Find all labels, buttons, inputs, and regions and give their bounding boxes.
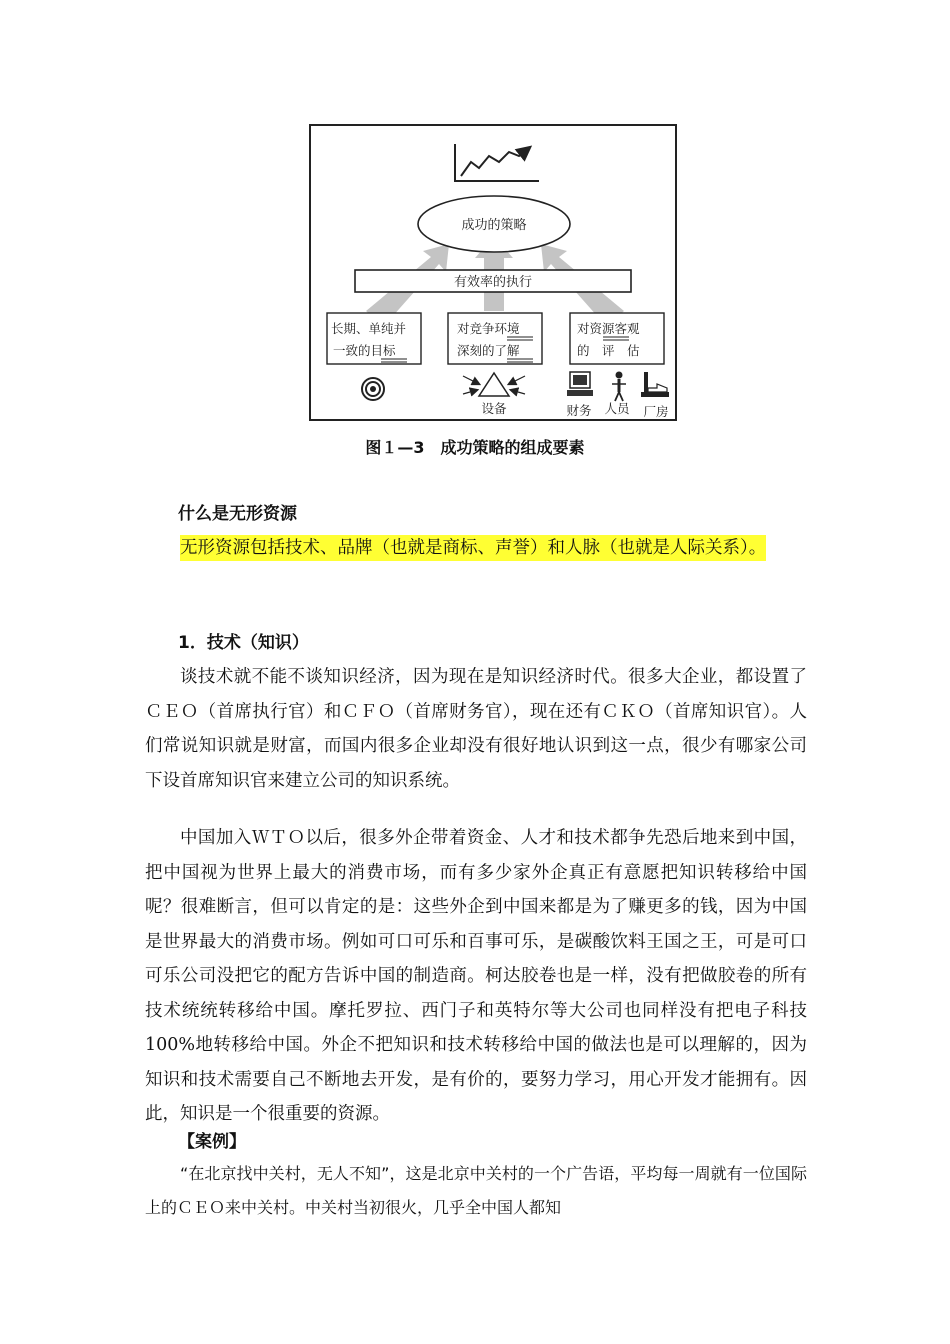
finance-label: 财务: [566, 403, 592, 418]
person-icon: [612, 372, 626, 402]
factory-label: 厂房: [643, 404, 669, 419]
growth-chart-icon: [455, 144, 539, 181]
target-icon: [362, 378, 384, 400]
resources-box-line1: 对资源客观: [577, 321, 640, 336]
equipment-label: 设备: [481, 401, 507, 416]
competition-triangle-icon: [463, 373, 525, 396]
goal-box-line1: 长期、单纯并: [331, 321, 407, 336]
execution-label: 有效率的执行: [453, 275, 533, 290]
tech-paragraph-1: [145, 660, 807, 798]
tech-heading: 1．技术（知识）: [178, 633, 309, 653]
paragraph-text: “在北京找中关村，无人不知”，这是北京中关村的一个广告语，平均每一周就有一位国际上的ＣＥＯ来中关村。中关村当初很火，几乎全中国人都知: [145, 1164, 807, 1217]
intangible-definition: [145, 531, 805, 565]
strategy-figure: [309, 124, 677, 421]
competition-box-line1: 对竞争环境: [457, 321, 520, 336]
intangible-heading: 什么是无形资源: [178, 504, 297, 524]
computer-icon: [567, 372, 593, 396]
competition-box-line2: 深刻的了解: [457, 343, 520, 358]
case-heading: 【案例】: [178, 1132, 246, 1152]
highlighted-text: 无形资源包括技术、品牌（也就是商标、声誉）和人脉（也就是人际关系）。: [180, 535, 766, 561]
factory-icon: [641, 372, 669, 397]
figure-caption: 图１—3 成功策略的组成要素: [365, 438, 585, 457]
people-label: 人员: [604, 401, 630, 416]
paragraph-text: 谈技术就不能不谈知识经济，因为现在是知识经济时代。很多大企业，都设置了ＣＥＯ（首席执行官）和ＣＦＯ（首席财务官），现在还有ＣＫＯ（首席知识官）。人们常说知识就是财富，而国内很多企业却没有很好地认识到这一点，很少有哪家公司下设首席知识官来建立公司的知识系统。: [145, 667, 807, 791]
tech-paragraph-2: [145, 821, 807, 1132]
resources-box-line2: 的 评 估: [577, 343, 640, 358]
paragraph-text: 中国加入ＷＴＯ以后，很多外企带着资金、人才和技术都争先恐后地来到中国，把中国视为世界上最大的消费市场，而有多少家外企真正有意愿把知识转移给中国呢？很难断言，但可以肯定的是：这些外企到中国来都是为了赚更多的钱，因为中国是世界最大的消费市场。例如可口可乐和百事可乐，是碳酸饮料王国之王，可是可口可乐公司没把它的配方告诉中国的制造商。柯达胶卷也是一样，没有把做胶卷的所有技术统统转移给中国。摩托罗拉、西门子和英特尔等大公司也同样没有把电子科技100%地转移给中国。外企不把知识和技术转移给中国的做法也是可以理解的，因为知识和技术需要自己不断地去开发，是有价的，要努力学习，用心开发才能拥有。因此，知识是一个很重要的资源。: [145, 828, 807, 1124]
strategy-diagram: [311, 126, 679, 423]
case-paragraph: [145, 1157, 807, 1225]
center-label: 成功的策略: [461, 218, 527, 233]
goal-box-line2: 一致的目标: [333, 343, 396, 358]
